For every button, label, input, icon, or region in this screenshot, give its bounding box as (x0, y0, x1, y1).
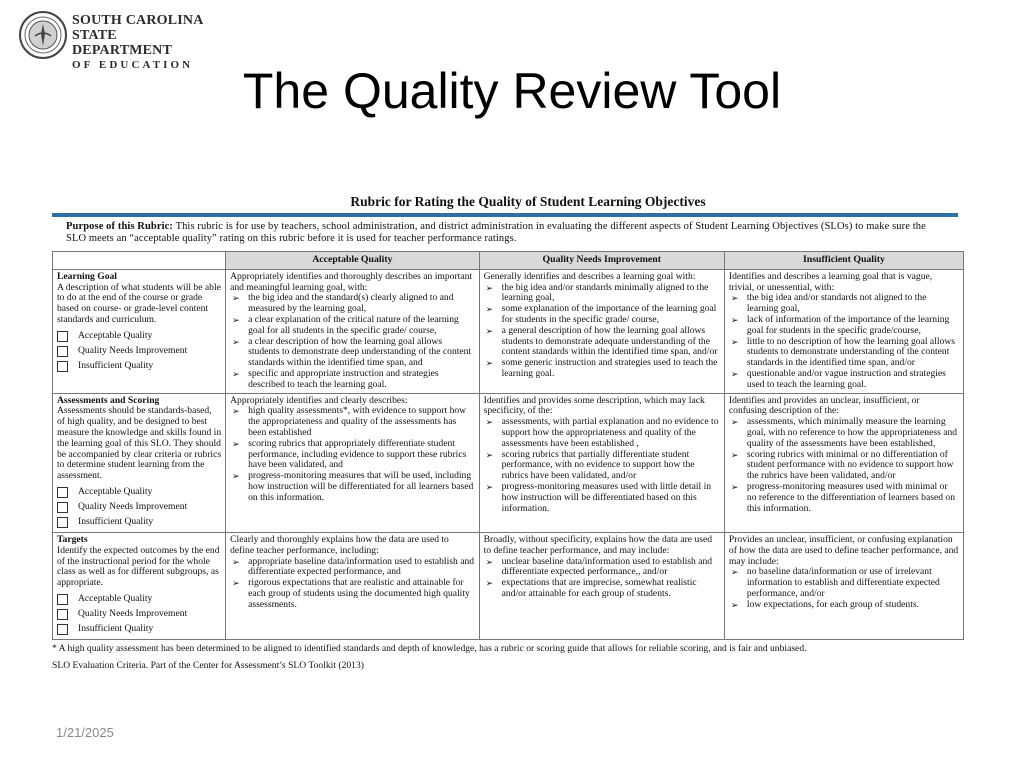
rating-cell-needs-improvement (479, 393, 724, 532)
bullet-item (484, 358, 720, 380)
rating-option-label: Insufficient Quality (78, 516, 154, 528)
arrow-bullet-icon: ➢ (730, 417, 739, 428)
cell-bullets (230, 557, 475, 611)
checkbox-icon[interactable] (57, 487, 68, 498)
bullet-text: a clear explanation of the critical nature of the learning goal for all students in the specific grade/ course, (248, 313, 459, 336)
bullet-item (729, 567, 959, 599)
bullet-text: progress-monitoring measures that will be used, including how instruction will be differentiated for all learners based on this information. (248, 470, 474, 503)
purpose-paragraph (66, 221, 946, 245)
header-blank (53, 252, 226, 270)
bullet-text: a clear description of how the learning goal allows students to demonstrate deep understanding of the content standards within the identified time span, and (248, 335, 472, 369)
bullet-item (230, 293, 475, 315)
checkbox-icon[interactable] (57, 609, 68, 620)
slide-date: 1/21/2025 (56, 725, 114, 740)
cell-bullets (230, 406, 475, 503)
purpose-text: This rubric is for use by teachers, school administration, and district administration in evaluating the different aspects of Student Learning Objectives (SLOs) to make sure the SLO meets an “acceptable quality” rating on this rubric before it is used for teacher performance ratings. (66, 221, 926, 244)
criterion-cell (53, 393, 226, 532)
criterion-description: Assessments should be standards-based, of high quality, and be designed to best measure the knowledge and skills found in the learning goal of this SLO. They should be accompanied by clear criteria or rubrics to determine student learning from the assessment. (57, 405, 222, 482)
cell-intro: Identifies and provides an unclear, insufficient, or confusing description of the: (728, 394, 920, 417)
bullet-text: high quality assessments*, with evidence to support how the appropriateness and quality of the assessments has been established (248, 405, 467, 438)
bullet-text: progress-monitoring measures used with little detail in how instruction will be differentiated based on this information. (501, 480, 712, 514)
rating-option[interactable] (57, 592, 221, 607)
bullet-text: specific and appropriate instruction and strategies described to teach the learning goal. (248, 367, 439, 390)
arrow-bullet-icon: ➢ (730, 336, 739, 347)
rating-checkboxes (57, 329, 221, 374)
cell-intro: Appropriately identifies and clearly describes: (230, 394, 408, 406)
footnote: * A high quality assessment has been determined to be aligned to identified standards and depth of knowledge, has a rubric or scoring guide that allows for reliable scoring, and is fair and unbiased. (52, 642, 807, 654)
criterion-description: A description of what students will be able to do at the end of the course or grade based on course- or grade-level content standards and curriculum. (57, 281, 221, 325)
bullet-item (484, 304, 720, 326)
rating-option-label: Quality Needs Improvement (78, 344, 188, 356)
rating-option[interactable] (57, 485, 221, 500)
bullet-item (729, 315, 959, 337)
bullet-text: scoring rubrics that appropriately differentiate student performance, including evidence to support these rubrics have been validated, and (248, 437, 467, 471)
rating-option[interactable] (57, 344, 221, 359)
cell-bullets (484, 557, 720, 600)
bullet-item (484, 578, 720, 600)
rating-option[interactable] (57, 500, 221, 515)
cell-bullets (729, 417, 959, 514)
bullet-item (484, 450, 720, 482)
rating-option[interactable] (57, 359, 221, 374)
cell-bullets (484, 283, 720, 380)
checkbox-icon[interactable] (57, 624, 68, 635)
arrow-bullet-icon: ➢ (485, 578, 494, 589)
checkbox-icon[interactable] (57, 331, 68, 342)
rubric-title: Rubric for Rating the Quality of Student Learning Objectives (350, 194, 706, 209)
arrow-bullet-icon: ➢ (232, 314, 240, 325)
bullet-text: low expectations, for each group of students. (746, 598, 919, 610)
arrow-bullet-icon: ➢ (485, 358, 494, 369)
cell-bullets (729, 567, 959, 610)
arrow-bullet-icon: ➢ (730, 481, 739, 492)
arrow-bullet-icon: ➢ (232, 556, 240, 567)
criterion-name: Learning Goal (57, 270, 117, 282)
bullet-item (729, 482, 959, 514)
checkbox-icon[interactable] (57, 517, 68, 528)
bullet-item (230, 406, 475, 438)
rating-option[interactable] (57, 329, 221, 344)
bullet-text: little to no description of how the learning goal allows students to demonstrate understanding of the content standards in the identified time span, and/or (746, 335, 955, 369)
bullet-item (729, 369, 959, 391)
arrow-bullet-icon: ➢ (232, 406, 240, 417)
criterion-cell (53, 532, 226, 639)
bullet-text: unclear baseline data/information used to establish and differentiate expected performance,, and/or (501, 555, 713, 578)
bullet-text: the big idea and the standard(s) clearly aligned to and measured by the learning goal, (248, 292, 454, 315)
header-needs-improvement: Quality Needs Improvement (479, 252, 724, 270)
criterion-cell (53, 269, 226, 393)
criterion-name: Assessments and Scoring (57, 394, 160, 406)
bullet-text: expectations that are imprecise, somewhat realistic and/or attainable for each group of students. (501, 577, 697, 599)
bullet-text: a general description of how the learning goal allows students to demonstrate adequate understanding of the content standards within the identified time span, and/or (501, 324, 718, 358)
source-citation: SLO Evaluation Criteria. Part of the Center for Assessment’s SLO Toolkit (2013) (52, 659, 364, 671)
bullet-item (230, 369, 475, 391)
cell-intro: Identifies and provides some description, which may lack specificity, of the: (483, 394, 705, 417)
purpose-label: Purpose of this Rubric: (66, 221, 174, 232)
bullet-item (729, 600, 959, 611)
rating-cell-needs-improvement (479, 269, 724, 393)
state-seal-icon (18, 10, 68, 60)
arrow-bullet-icon: ➢ (232, 578, 240, 589)
arrow-bullet-icon: ➢ (485, 556, 494, 567)
bullet-text: rigorous expectations that are realistic and attainable for each group of students using the documented high quality assessments. (248, 577, 470, 610)
bullet-text: assessments, which minimally measure the learning goal, with no reference to how the appropriateness and quality of the assessments have been established, (746, 416, 958, 449)
bullet-item (230, 557, 475, 579)
logo-line-1: SOUTH CAROLINA (72, 13, 204, 28)
logo-line-2: STATE DEPARTMENT (72, 28, 173, 58)
arrow-bullet-icon: ➢ (232, 438, 240, 449)
bullet-item (484, 417, 720, 449)
bullet-item (484, 557, 720, 579)
rating-cell-insufficient (724, 269, 963, 393)
sc-department-logo (18, 10, 208, 71)
bullet-text: the big idea and/or standards minimally aligned to the learning goal, (501, 281, 709, 304)
rating-option-label: Acceptable Quality (78, 329, 153, 341)
arrow-bullet-icon: ➢ (730, 314, 739, 325)
bullet-item (230, 439, 475, 471)
bullet-item (729, 450, 959, 482)
slide-title: The Quality Review Tool (242, 63, 782, 119)
arrow-bullet-icon: ➢ (485, 282, 494, 293)
rating-option-label: Quality Needs Improvement (78, 501, 188, 513)
cell-bullets (729, 293, 959, 390)
cell-intro: Broadly, without specificity, explains how the data are used to define teacher performance, and may include: (483, 533, 713, 556)
bullet-item (729, 293, 959, 315)
bullet-item (230, 315, 475, 337)
bullet-item (230, 337, 475, 369)
checkbox-icon[interactable] (57, 361, 68, 372)
logo-line-3: OF EDUCATION (72, 59, 194, 71)
bullet-item (729, 337, 959, 369)
rating-option-label: Acceptable Quality (78, 486, 153, 498)
rubric-row (53, 269, 964, 393)
rating-cell-acceptable (226, 532, 480, 639)
cell-intro: Provides an unclear, insufficient, or confusing explanation of how the data are used to define teacher performance, and may include: (728, 533, 959, 567)
rating-checkboxes (57, 485, 221, 530)
checkbox-icon[interactable] (57, 502, 68, 513)
rating-cell-needs-improvement (479, 532, 724, 639)
bullet-item (729, 417, 959, 449)
bullet-item (230, 471, 475, 503)
bullet-text: some generic instruction and strategies used to teach the learning goal. (501, 357, 718, 379)
cell-intro: Identifies and describes a learning goal that is vague, trivial, or unessential, with: (728, 270, 933, 293)
arrow-bullet-icon: ➢ (485, 449, 494, 460)
arrow-bullet-icon: ➢ (730, 567, 739, 578)
arrow-bullet-icon: ➢ (232, 293, 240, 304)
rating-option-label: Insufficient Quality (78, 623, 154, 635)
rating-option-label: Acceptable Quality (78, 593, 153, 605)
arrow-bullet-icon: ➢ (730, 599, 739, 610)
rubric-table (52, 251, 964, 640)
rubric-row (53, 532, 964, 639)
bullet-text: lack of information of the importance of the learning goal for students in the specific grade/course, (746, 313, 950, 336)
bullet-text: some explanation of the importance of the learning goal for students in the specific grade/ course, (501, 303, 717, 325)
cell-bullets (484, 417, 720, 514)
rubric-document (52, 193, 964, 745)
rubric-row (53, 393, 964, 532)
bullet-text: assessments, with partial explanation and no evidence to support how the appropriateness and quality of the assessments have been established , (501, 416, 719, 449)
header-row (53, 252, 964, 270)
bullet-text: progress-monitoring measures used with minimal or no reference to the differentiation of learners based on this information. (746, 480, 956, 514)
checkbox-icon[interactable] (57, 346, 68, 357)
criterion-description: Identify the expected outcomes by the end of the instructional period for the whole class as well as for different subgroups, as appropriate. (57, 544, 220, 589)
rating-option[interactable] (57, 607, 221, 622)
bullet-text: scoring rubrics with minimal or no differentiation of student performance with no evidence to support how the rubrics have been validated, and/or (746, 448, 954, 482)
bullet-item (230, 578, 475, 610)
arrow-bullet-icon: ➢ (485, 304, 494, 315)
bullet-item (484, 482, 720, 514)
arrow-bullet-icon: ➢ (485, 417, 494, 428)
rating-option-label: Insufficient Quality (78, 359, 154, 371)
rating-option-label: Quality Needs Improvement (78, 608, 188, 620)
header-acceptable: Acceptable Quality (226, 252, 480, 270)
bullet-text: no baseline data/information or use of irrelevant information to establish and differentiate expected performance, and/or (746, 566, 940, 599)
cell-intro: Appropriately identifies and thoroughly describes an important and meaningful learning goal, with: (230, 270, 473, 293)
rating-checkboxes (57, 592, 221, 637)
bullet-item (484, 326, 720, 358)
checkbox-icon[interactable] (57, 594, 68, 605)
arrow-bullet-icon: ➢ (232, 368, 240, 379)
rating-option[interactable] (57, 622, 221, 637)
arrow-bullet-icon: ➢ (485, 481, 494, 492)
arrow-bullet-icon: ➢ (730, 293, 739, 304)
rating-cell-insufficient (724, 532, 963, 639)
cell-intro: Generally identifies and describes a learning goal with: (483, 270, 696, 282)
rating-cell-acceptable (226, 393, 480, 532)
rating-cell-acceptable (226, 269, 480, 393)
cell-intro: Clearly and thoroughly explains how the data are used to define teacher performance, including: (230, 533, 449, 556)
arrow-bullet-icon: ➢ (232, 336, 240, 347)
header-insufficient: Insufficient Quality (724, 252, 963, 270)
arrow-bullet-icon: ➢ (730, 449, 739, 460)
bullet-text: questionable and/or vague instruction and strategies used to teach the learning goal. (746, 367, 946, 390)
bullet-text: appropriate baseline data/information used to establish and differentiate expected performance, and (248, 555, 475, 578)
title-rule (52, 213, 958, 217)
arrow-bullet-icon: ➢ (730, 368, 739, 379)
rating-option[interactable] (57, 515, 221, 530)
bullet-text: scoring rubrics that partially differentiate student performance, with no evidence to support how the rubrics have been validated, and/or (501, 448, 695, 482)
arrow-bullet-icon: ➢ (232, 471, 240, 482)
cell-bullets (230, 293, 475, 390)
arrow-bullet-icon: ➢ (485, 325, 494, 336)
bullet-text: the big idea and/or standards not aligned to the learning goal, (746, 292, 927, 315)
rating-cell-insufficient (724, 393, 963, 532)
criterion-name: Targets (57, 533, 88, 545)
bullet-item (484, 283, 720, 305)
